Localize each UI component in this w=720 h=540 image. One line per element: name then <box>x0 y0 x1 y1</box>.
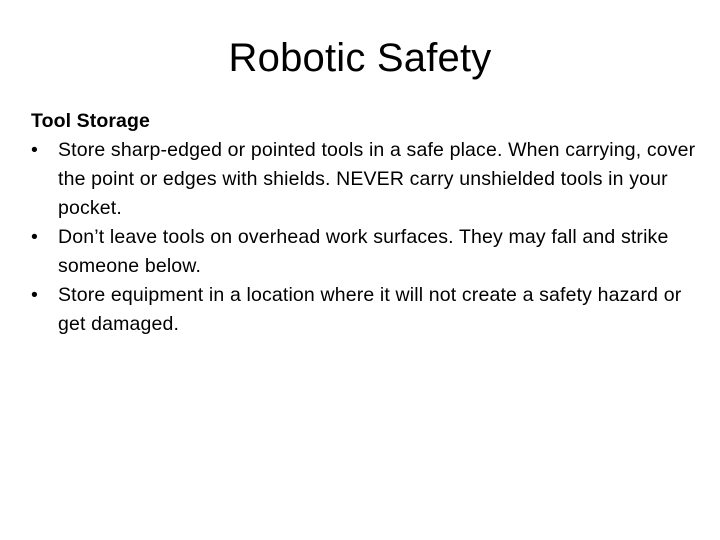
bullet-text: Store sharp-edged or pointed tools in a safe place. When carrying, cover the point or edges with shields. NEVER carry unshielded tools in your pocket. <box>58 139 696 219</box>
bullet-item <box>31 223 703 281</box>
bullet-item <box>31 281 703 339</box>
slide-title: Robotic Safety <box>228 36 492 80</box>
bullet-dot-icon: • <box>31 284 38 306</box>
bullet-item <box>31 136 703 223</box>
bullet-dot-icon: • <box>31 139 38 161</box>
section-heading: Tool Storage <box>31 110 150 132</box>
bullet-text: Don’t leave tools on overhead work surfaces. They may fall and strike someone below. <box>58 226 669 277</box>
bullet-text: Store equipment in a location where it will not create a safety hazard or get damaged. <box>58 284 682 335</box>
bullet-dot-icon: • <box>31 226 38 248</box>
bullet-list <box>31 136 703 339</box>
slide-content <box>31 107 703 339</box>
